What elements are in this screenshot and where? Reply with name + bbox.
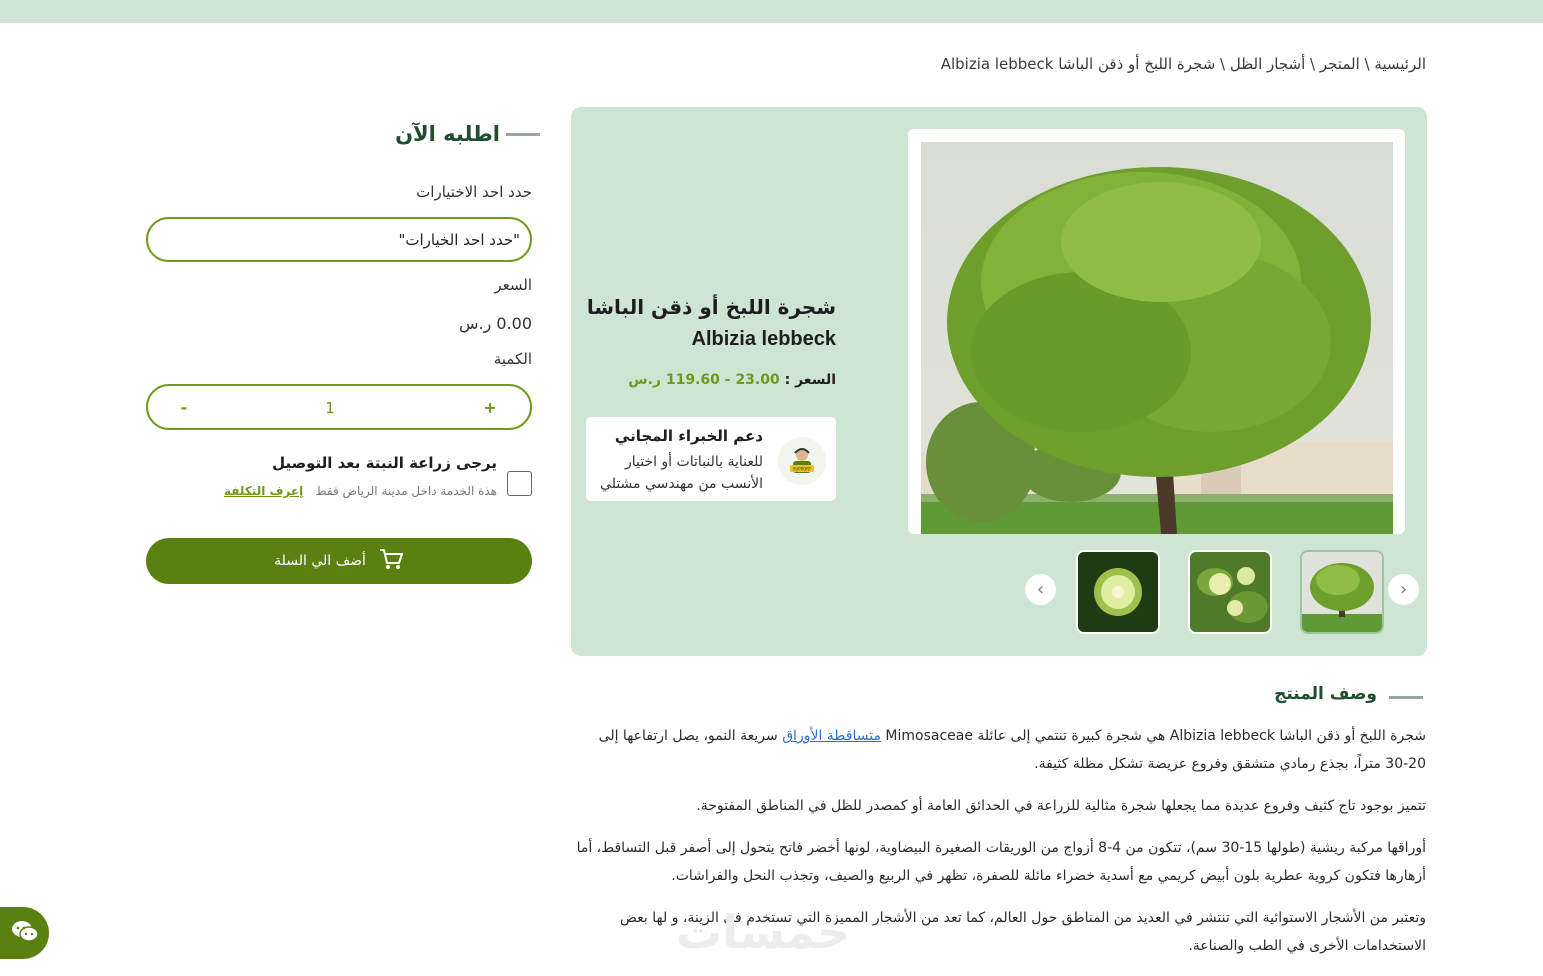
options-label: حدد احد الاختيارات — [416, 183, 532, 201]
options-select-value: "حدد احد الخيارات" — [398, 230, 520, 249]
service-note: هذة الخدمة داخل مدينة الرياض فقط — [315, 484, 497, 498]
quantity-minus-button[interactable]: - — [180, 398, 188, 417]
top-bar — [0, 0, 1543, 23]
watermark-logo: خمسات — [676, 905, 851, 959]
main-product-image[interactable] — [921, 142, 1393, 534]
quantity-stepper[interactable] — [146, 384, 532, 430]
deciduous-link[interactable]: متساقطة الأوراق — [782, 728, 881, 744]
support-text: للعناية بالنباتات أو اختيار الأنسب من مهندسي مشتلي — [600, 454, 763, 492]
thumbnail-tree[interactable] — [1300, 550, 1384, 634]
price-label: السعر — [494, 276, 532, 294]
product-card — [571, 107, 1427, 656]
gallery-prev-arrow[interactable] — [1025, 574, 1056, 605]
price-value: 0.00 ر.س — [458, 314, 532, 333]
description-paragraph-2: تتميز بوجود تاج كثيف وفروع عديدة مما يجعلها شجرة مثالية للزراعة في الحدائق العامة أو كمصدر للظل في المناطق المفتوحة. — [696, 798, 1426, 814]
description-paragraph-3: أوراقها مركبة ريشية (طولها 15-30 سم)، تتكون من 4-8 أزواج من الوريقات الصغيرة البيضاوية، لونها أخضر فاتح يتحول إلى أصفر قبل التساقط، أما أزهارها فتكون كروية عطرية بلون أبيض كريمي مع أسدية خضراء مائلة للصفرة، تظهر في الربيع والصيف، وتجذب النحل والفراشات. — [576, 840, 1426, 884]
support-icon — [778, 437, 826, 485]
thumbnail-flower-closeup[interactable] — [1076, 550, 1160, 634]
breadcrumb[interactable]: الرئيسية \ المتجر \ أشجار الظل \ شجرة اللبخ أو ذقن الباشا Albizia lebbeck — [940, 55, 1426, 73]
order-panel — [146, 110, 540, 590]
main-image-frame — [908, 129, 1405, 534]
chat-icon — [11, 919, 39, 947]
add-to-cart-button[interactable] — [146, 538, 532, 584]
order-heading: اطلبه الآن — [395, 122, 500, 146]
cart-icon — [378, 547, 404, 575]
product-title-latin: Albizia lebbeck — [691, 328, 836, 350]
description-heading: وصف المنتج — [1274, 684, 1377, 704]
chevron-left-icon: ‹ — [1036, 579, 1045, 600]
product-title-arabic: شجرة اللبخ أو ذقن الباشا — [586, 295, 836, 319]
quantity-input[interactable]: 1 — [325, 399, 335, 417]
quantity-label: الكمية — [493, 350, 532, 368]
quantity-plus-button[interactable]: + — [483, 398, 497, 417]
expert-support-box — [586, 417, 836, 501]
planting-title: يرجى زراعة النبتة بعد التوصيل — [272, 454, 497, 472]
options-select[interactable] — [146, 217, 532, 262]
desc-heading-accent-line — [1389, 696, 1423, 699]
product-title — [576, 291, 836, 355]
svg-text:SUPPORT: SUPPORT — [792, 466, 812, 472]
chevron-right-icon: › — [1399, 579, 1408, 600]
description-paragraph-4: وتعتبر من الأشجار الاستوائية التي تنتشر في العديد من المناطق حول العالم، كما تعد من الأشجار المميزة التي تستخدم في الزينة، و لها بعض الاستخدامات الأخرى في الطب والصناعة. — [620, 910, 1426, 954]
planting-checkbox[interactable] — [507, 471, 532, 496]
gallery-next-arrow[interactable] — [1388, 574, 1419, 605]
description-paragraph-1: شجرة اللبخ أو ذقن الباشا Albizia lebbeck هي شجرة كبيرة تنتمي إلى عائلة Mimosaceae متساقطة الأوراق سريعة النمو، يصل ارتفاعها إلى 20-30 متراً، بجذع رمادي متشقق وفروع عريضة تشكل مظلة كثيفة. — [598, 728, 1426, 772]
know-cost-link[interactable]: إعرف التكلفة — [224, 484, 304, 498]
support-title: دعم الخبراء المجاني — [614, 427, 763, 445]
price-range-value: 23.00 - 119.60 ر.س — [628, 372, 780, 388]
heading-accent-line — [506, 133, 540, 136]
chat-button[interactable] — [0, 907, 49, 959]
thumbnail-flowers[interactable] — [1188, 550, 1272, 634]
price-range-label: السعر : — [784, 372, 836, 388]
price-range — [628, 372, 836, 388]
add-to-cart-label: أضف الي السلة — [274, 553, 366, 569]
